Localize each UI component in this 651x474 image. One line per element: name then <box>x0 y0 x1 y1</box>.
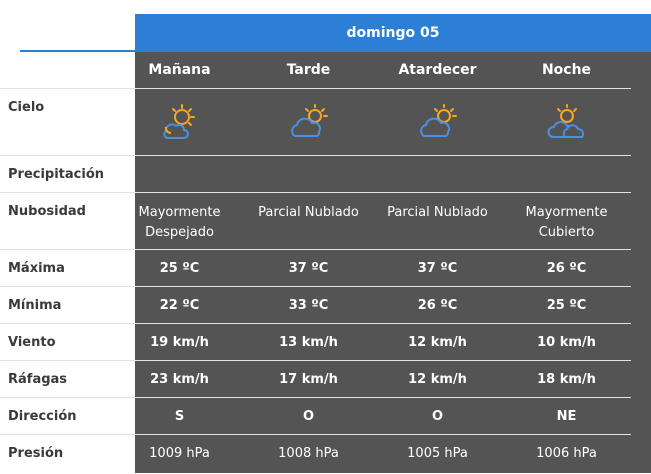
maxima-manana: 25 ºC <box>159 261 200 276</box>
rafagas-atardecer: 12 km/h <box>408 372 467 387</box>
presion-manana: 1009 hPa <box>149 446 210 461</box>
partly-cloudy-icon <box>244 103 373 143</box>
viento-manana: 19 km/h <box>150 335 209 350</box>
label-presion: Presión <box>8 446 64 461</box>
presion-tarde: 1008 hPa <box>278 446 339 461</box>
label-minima: Mínima <box>8 298 62 313</box>
viento-tarde: 13 km/h <box>279 335 338 350</box>
period-row <box>0 52 631 88</box>
viento-atardecer: 12 km/h <box>408 335 467 350</box>
label-precipitacion: Precipitación <box>8 167 105 182</box>
row-presion <box>0 434 631 474</box>
label-maxima: Máxima <box>8 261 65 276</box>
direccion-noche: NE <box>556 409 577 424</box>
period-manana: Mañana <box>148 62 211 78</box>
period-tarde: Tarde <box>286 62 331 78</box>
minima-manana: 22 ºC <box>159 298 200 313</box>
rafagas-manana: 23 km/h <box>150 372 209 387</box>
row-cielo <box>0 88 631 156</box>
row-direccion <box>0 397 631 435</box>
label-rafagas: Ráfagas <box>8 372 68 387</box>
label-viento: Viento <box>8 335 56 350</box>
direccion-tarde: O <box>302 409 315 424</box>
period-noche: Noche <box>541 62 592 78</box>
day-header: domingo 05 <box>135 14 651 52</box>
maxima-atardecer: 37 ºC <box>417 261 458 276</box>
row-rafagas <box>0 360 631 398</box>
label-nubosidad: Nubosidad <box>8 204 86 219</box>
sun-cloud-moon-icon <box>115 103 244 143</box>
nubosidad-tarde: Parcial Nublado <box>258 205 359 220</box>
minima-atardecer: 26 ºC <box>417 298 458 313</box>
rafagas-noche: 18 km/h <box>537 372 596 387</box>
row-maxima <box>0 249 631 287</box>
minima-noche: 25 ºC <box>546 298 587 313</box>
viento-noche: 10 km/h <box>537 335 596 350</box>
row-minima <box>0 286 631 324</box>
label-direccion: Dirección <box>8 409 77 424</box>
presion-noche: 1006 hPa <box>536 446 597 461</box>
maxima-noche: 26 ºC <box>546 261 587 276</box>
rafagas-tarde: 17 km/h <box>279 372 338 387</box>
direccion-atardecer: O <box>431 409 444 424</box>
nubosidad-manana: Mayormente Despejado <box>138 205 221 240</box>
moon-cloudy-icon <box>502 103 631 143</box>
partly-cloudy-icon <box>373 103 502 143</box>
row-nubosidad <box>0 192 631 250</box>
nubosidad-noche: Mayormente Cubierto <box>525 205 608 240</box>
presion-atardecer: 1005 hPa <box>407 446 468 461</box>
direccion-manana: S <box>174 409 185 424</box>
row-viento <box>0 323 631 361</box>
nubosidad-atardecer: Parcial Nublado <box>387 205 488 220</box>
row-precipitacion <box>0 155 631 193</box>
label-cielo: Cielo <box>8 100 45 115</box>
minima-tarde: 33 ºC <box>288 298 329 313</box>
period-atardecer: Atardecer <box>398 62 477 78</box>
maxima-tarde: 37 ºC <box>288 261 329 276</box>
